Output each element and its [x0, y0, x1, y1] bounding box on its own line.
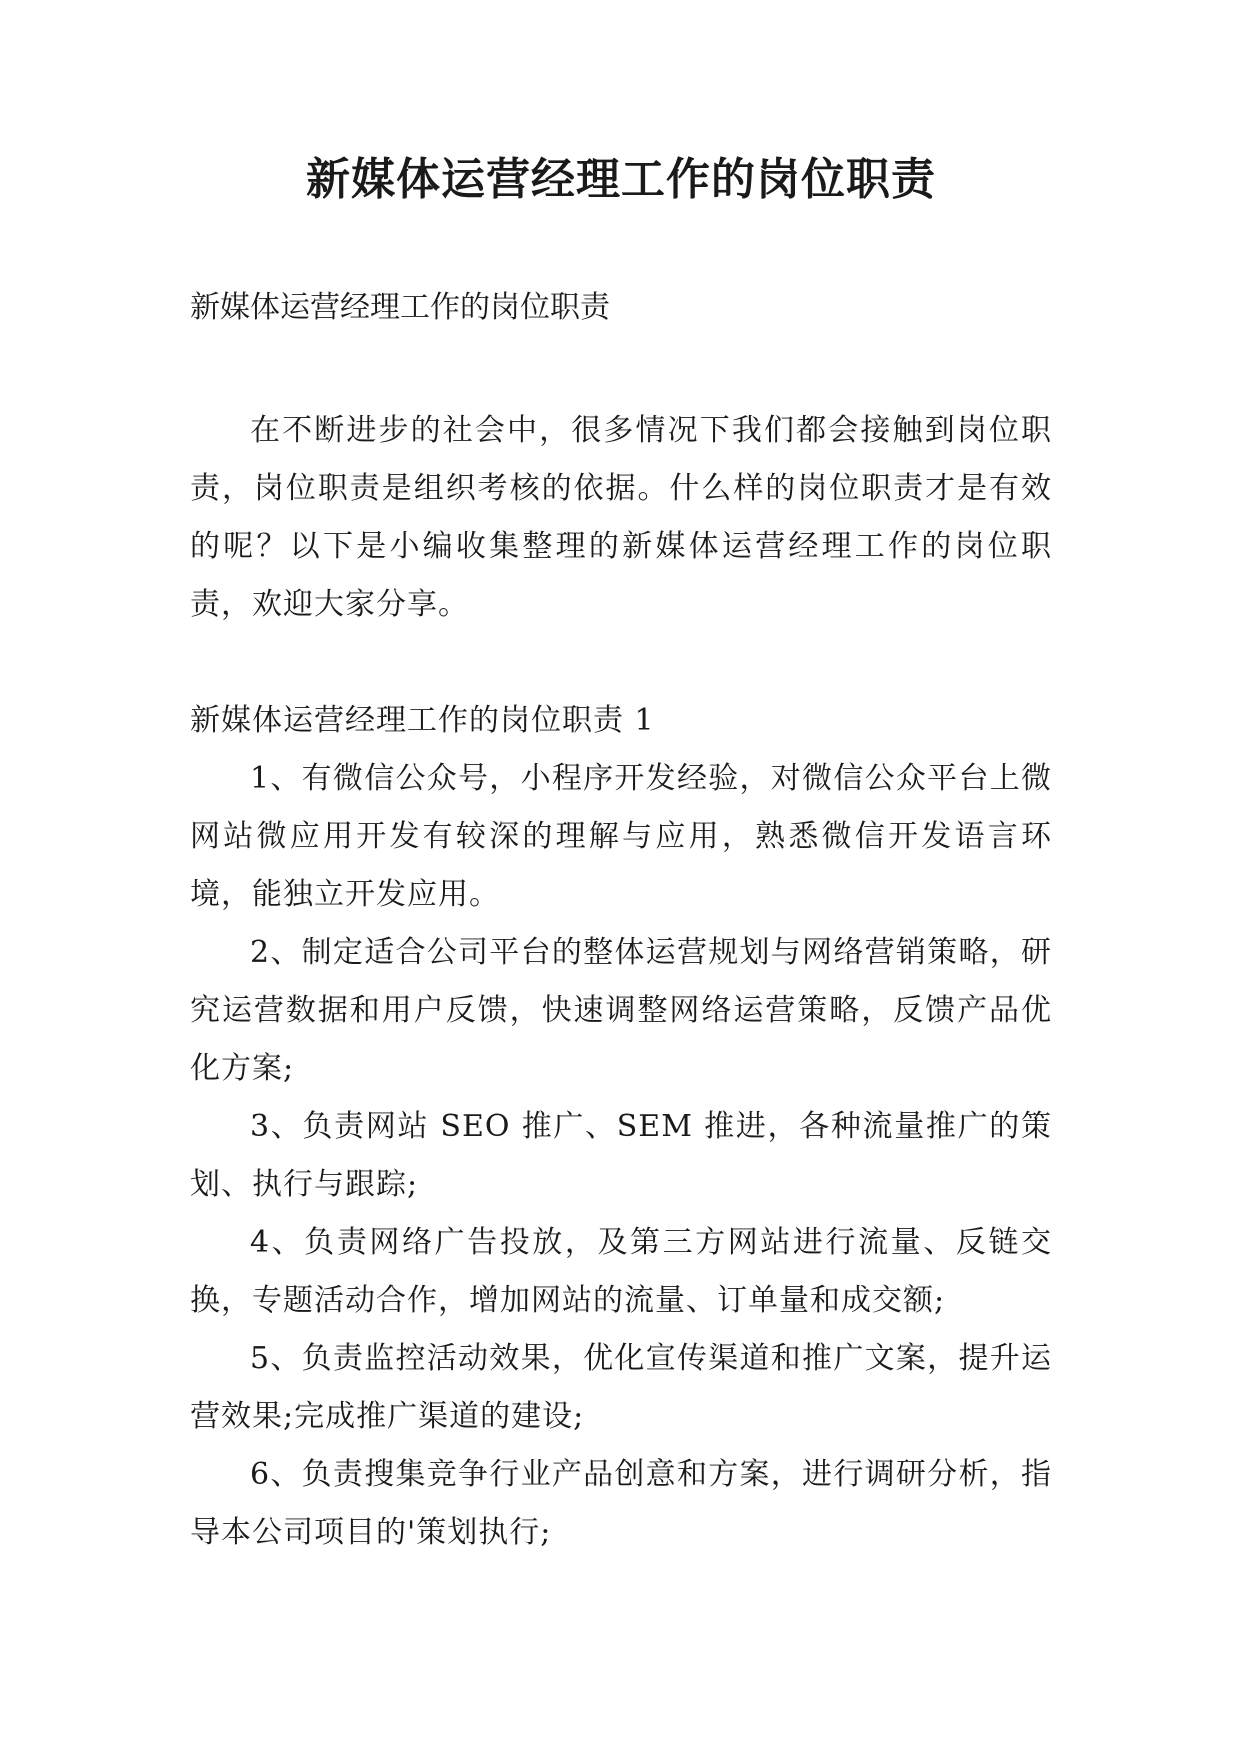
document-subtitle: 新媒体运营经理工作的岗位职责	[190, 290, 610, 325]
document-title: 新媒体运营经理工作的岗位职责	[306, 154, 936, 205]
section-1	[190, 692, 1052, 1562]
list-item: 6、负责搜集竞争行业产品创意和方案，进行调研分析，指导本公司项目的'策划执行;	[190, 1457, 1052, 1550]
intro-paragraph: 在不断进步的社会中，很多情况下我们都会接触到岗位职责，岗位职责是组织考核的依据。什么样的岗位职责才是有效的呢？以下是小编收集整理的新媒体运营经理工作的岗位职责，欢迎大家分享。	[190, 413, 1052, 622]
list-item: 2、制定适合公司平台的整体运营规划与网络营销策略，研究运营数据和用户反馈，快速调整网络运营策略，反馈产品优化方案;	[190, 935, 1052, 1086]
list-item: 1、有微信公众号，小程序开发经验，对微信公众平台上微网站微应用开发有较深的理解与应用，熟悉微信开发语言环境，能独立开发应用。	[190, 761, 1052, 912]
list-item: 3、负责网站 SEO 推广、SEM 推进，各种流量推广的策划、执行与跟踪;	[190, 1109, 1052, 1202]
intro-block	[190, 402, 1052, 634]
list-item: 4、负责网络广告投放，及第三方网站进行流量、反链交换，专题活动合作，增加网站的流量、订单量和成交额;	[190, 1225, 1052, 1318]
list-item: 5、负责监控活动效果，优化宣传渠道和推广文案，提升运营效果;完成推广渠道的建设;	[190, 1341, 1052, 1434]
section-heading: 新媒体运营经理工作的岗位职责 1	[190, 703, 655, 738]
